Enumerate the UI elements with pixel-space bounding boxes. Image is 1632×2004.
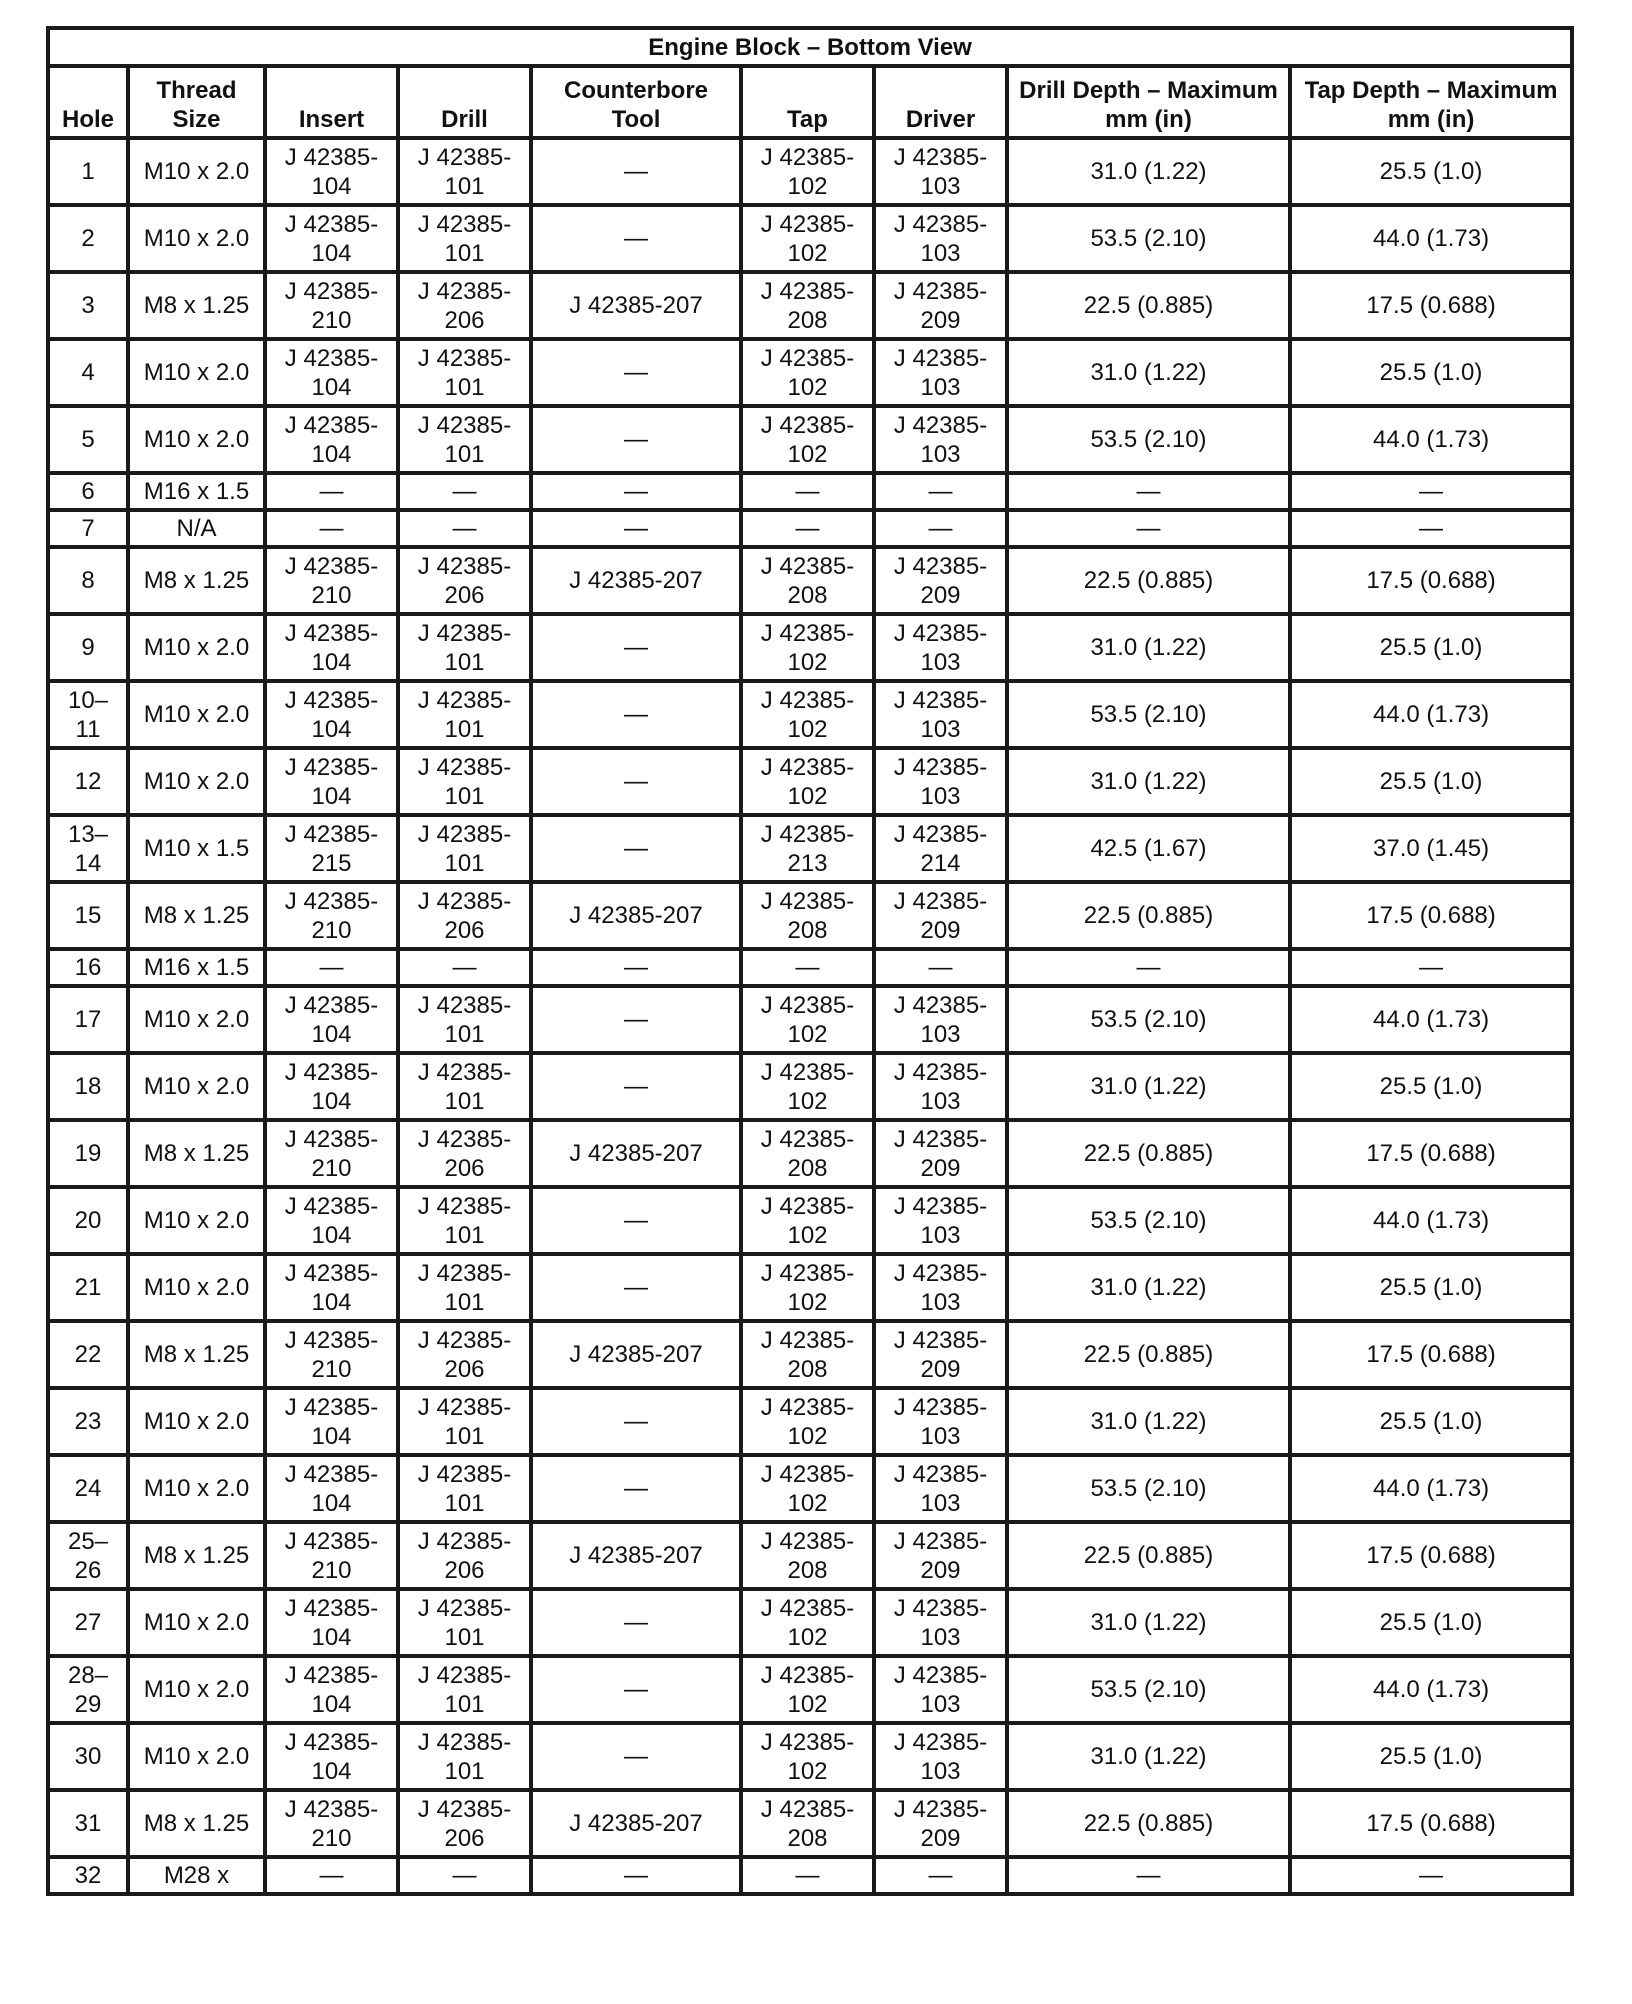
cell-insert: J 42385- 104 — [265, 406, 398, 473]
table-title: Engine Block – Bottom View — [48, 28, 1572, 66]
cell-tap-depth: 25.5 (1.0) — [1290, 614, 1572, 681]
cell-hole: 22 — [48, 1321, 128, 1388]
cell-counterbore-tool: J 42385-207 — [531, 547, 741, 614]
cell-drill-depth: — — [1007, 1857, 1290, 1894]
table-row — [48, 614, 1572, 681]
cell-insert: J 42385- 104 — [265, 1187, 398, 1254]
cell-counterbore-tool: — — [531, 986, 741, 1053]
cell-thread-size: M8 x 1.25 — [128, 1321, 265, 1388]
cell-tap-depth: 25.5 (1.0) — [1290, 1053, 1572, 1120]
cell-drill: J 42385- 101 — [398, 1254, 531, 1321]
cell-insert: — — [265, 1857, 398, 1894]
cell-thread-size: M10 x 2.0 — [128, 138, 265, 205]
cell-counterbore-tool: — — [531, 1589, 741, 1656]
cell-hole: 17 — [48, 986, 128, 1053]
cell-hole: 27 — [48, 1589, 128, 1656]
cell-tap: J 42385- 213 — [741, 815, 874, 882]
cell-drill: J 42385- 206 — [398, 1120, 531, 1187]
cell-tap-depth: 17.5 (0.688) — [1290, 1321, 1572, 1388]
cell-driver: J 42385- 103 — [874, 1187, 1007, 1254]
cell-tap: J 42385- 102 — [741, 138, 874, 205]
cell-tap: — — [741, 510, 874, 547]
table-row — [48, 406, 1572, 473]
cell-driver: J 42385- 103 — [874, 614, 1007, 681]
cell-drill: — — [398, 949, 531, 986]
cell-hole: 4 — [48, 339, 128, 406]
table-row — [48, 949, 1572, 986]
cell-insert: J 42385- 210 — [265, 547, 398, 614]
cell-drill-depth: 31.0 (1.22) — [1007, 614, 1290, 681]
cell-hole: 1 — [48, 138, 128, 205]
cell-tap-depth: — — [1290, 510, 1572, 547]
cell-drill: J 42385- 101 — [398, 1388, 531, 1455]
cell-tap: J 42385- 102 — [741, 1053, 874, 1120]
cell-thread-size: M10 x 2.0 — [128, 1589, 265, 1656]
cell-insert: J 42385- 104 — [265, 205, 398, 272]
cell-tap-depth: 25.5 (1.0) — [1290, 1254, 1572, 1321]
cell-tap: J 42385- 102 — [741, 1589, 874, 1656]
cell-tap: J 42385- 208 — [741, 272, 874, 339]
cell-thread-size: M10 x 2.0 — [128, 1723, 265, 1790]
cell-driver: J 42385- 103 — [874, 406, 1007, 473]
cell-counterbore-tool: — — [531, 1656, 741, 1723]
cell-counterbore-tool: — — [531, 681, 741, 748]
cell-hole: 25– 26 — [48, 1522, 128, 1589]
cell-driver: J 42385- 209 — [874, 1522, 1007, 1589]
cell-drill: J 42385- 101 — [398, 1053, 531, 1120]
cell-drill: J 42385- 206 — [398, 882, 531, 949]
cell-drill-depth: 31.0 (1.22) — [1007, 138, 1290, 205]
cell-tap-depth: 44.0 (1.73) — [1290, 1455, 1572, 1522]
col-header-tap: Tap — [741, 66, 874, 138]
table-row — [48, 1723, 1572, 1790]
cell-insert: J 42385- 104 — [265, 748, 398, 815]
cell-tap: J 42385- 102 — [741, 1187, 874, 1254]
cell-drill: J 42385- 101 — [398, 815, 531, 882]
cell-hole: 21 — [48, 1254, 128, 1321]
cell-drill: J 42385- 101 — [398, 406, 531, 473]
cell-tap-depth: 25.5 (1.0) — [1290, 138, 1572, 205]
cell-counterbore-tool: J 42385-207 — [531, 272, 741, 339]
cell-counterbore-tool: — — [531, 138, 741, 205]
cell-drill: J 42385- 101 — [398, 1187, 531, 1254]
cell-hole: 10– 11 — [48, 681, 128, 748]
cell-drill-depth: 31.0 (1.22) — [1007, 339, 1290, 406]
cell-counterbore-tool: — — [531, 1723, 741, 1790]
cell-insert: J 42385- 104 — [265, 1656, 398, 1723]
cell-thread-size: M10 x 1.5 — [128, 815, 265, 882]
cell-tap: J 42385- 102 — [741, 339, 874, 406]
cell-thread-size: M8 x 1.25 — [128, 547, 265, 614]
cell-hole: 6 — [48, 473, 128, 510]
table-row — [48, 1053, 1572, 1120]
cell-thread-size: M10 x 2.0 — [128, 614, 265, 681]
table-row — [48, 986, 1572, 1053]
cell-drill: — — [398, 510, 531, 547]
cell-tap-depth: — — [1290, 1857, 1572, 1894]
cell-insert: J 42385- 210 — [265, 882, 398, 949]
cell-thread-size: M10 x 2.0 — [128, 406, 265, 473]
col-header-insert: Insert — [265, 66, 398, 138]
cell-thread-size: M10 x 2.0 — [128, 1053, 265, 1120]
cell-tap-depth: 25.5 (1.0) — [1290, 1723, 1572, 1790]
cell-drill: J 42385- 101 — [398, 681, 531, 748]
cell-drill-depth: 53.5 (2.10) — [1007, 986, 1290, 1053]
cell-driver: J 42385- 103 — [874, 205, 1007, 272]
cell-counterbore-tool: — — [531, 1187, 741, 1254]
cell-tap-depth: 44.0 (1.73) — [1290, 681, 1572, 748]
cell-thread-size: M8 x 1.25 — [128, 1120, 265, 1187]
cell-tap-depth: 37.0 (1.45) — [1290, 815, 1572, 882]
cell-thread-size: M8 x 1.25 — [128, 272, 265, 339]
cell-drill-depth: 42.5 (1.67) — [1007, 815, 1290, 882]
table-row — [48, 1254, 1572, 1321]
cell-tap: J 42385- 208 — [741, 882, 874, 949]
cell-tap-depth: 44.0 (1.73) — [1290, 986, 1572, 1053]
cell-drill-depth: 22.5 (0.885) — [1007, 1321, 1290, 1388]
cell-tap: J 42385- 208 — [741, 1790, 874, 1857]
cell-counterbore-tool: — — [531, 1254, 741, 1321]
cell-tap: J 42385- 102 — [741, 986, 874, 1053]
cell-counterbore-tool: — — [531, 406, 741, 473]
cell-drill: — — [398, 1857, 531, 1894]
cell-hole: 28– 29 — [48, 1656, 128, 1723]
col-header-thread-size: Thread Size — [128, 66, 265, 138]
cell-driver: — — [874, 949, 1007, 986]
cell-tap: J 42385- 102 — [741, 614, 874, 681]
cell-driver: J 42385- 214 — [874, 815, 1007, 882]
cell-tap-depth: 25.5 (1.0) — [1290, 339, 1572, 406]
cell-tap: — — [741, 473, 874, 510]
cell-driver: J 42385- 209 — [874, 547, 1007, 614]
cell-hole: 18 — [48, 1053, 128, 1120]
cell-hole: 30 — [48, 1723, 128, 1790]
cell-drill-depth: 31.0 (1.22) — [1007, 748, 1290, 815]
cell-counterbore-tool: — — [531, 205, 741, 272]
cell-insert: J 42385- 210 — [265, 1321, 398, 1388]
cell-drill: — — [398, 473, 531, 510]
cell-drill-depth: 53.5 (2.10) — [1007, 1455, 1290, 1522]
cell-insert: J 42385- 104 — [265, 1388, 398, 1455]
cell-tap: — — [741, 1857, 874, 1894]
cell-driver: J 42385- 209 — [874, 1120, 1007, 1187]
cell-insert: — — [265, 473, 398, 510]
cell-driver: J 42385- 103 — [874, 1254, 1007, 1321]
cell-tap-depth: — — [1290, 949, 1572, 986]
cell-insert: J 42385- 104 — [265, 986, 398, 1053]
cell-drill-depth: 53.5 (2.10) — [1007, 406, 1290, 473]
cell-insert: J 42385- 104 — [265, 138, 398, 205]
cell-counterbore-tool: — — [531, 339, 741, 406]
table-row — [48, 205, 1572, 272]
cell-tap: J 42385- 102 — [741, 681, 874, 748]
cell-driver: J 42385- 103 — [874, 1388, 1007, 1455]
cell-hole: 16 — [48, 949, 128, 986]
cell-thread-size: M10 x 2.0 — [128, 1254, 265, 1321]
cell-thread-size: M10 x 2.0 — [128, 681, 265, 748]
cell-thread-size: M8 x 1.25 — [128, 882, 265, 949]
cell-driver: J 42385- 103 — [874, 1589, 1007, 1656]
cell-driver: J 42385- 103 — [874, 1656, 1007, 1723]
cell-insert: J 42385- 104 — [265, 339, 398, 406]
cell-drill-depth: 22.5 (0.885) — [1007, 1790, 1290, 1857]
cell-thread-size: M16 x 1.5 — [128, 949, 265, 986]
table-row — [48, 510, 1572, 547]
cell-drill: J 42385- 101 — [398, 138, 531, 205]
table-row — [48, 1790, 1572, 1857]
cell-driver: — — [874, 510, 1007, 547]
col-header-drill-depth: Drill Depth – Maximum mm (in) — [1007, 66, 1290, 138]
cell-insert: — — [265, 510, 398, 547]
cell-driver: J 42385- 103 — [874, 1723, 1007, 1790]
cell-drill-depth: 22.5 (0.885) — [1007, 272, 1290, 339]
cell-tap-depth: 17.5 (0.688) — [1290, 272, 1572, 339]
cell-hole: 24 — [48, 1455, 128, 1522]
cell-drill: J 42385- 101 — [398, 986, 531, 1053]
cell-tap: J 42385- 208 — [741, 1321, 874, 1388]
cell-hole: 12 — [48, 748, 128, 815]
cell-drill-depth: 22.5 (0.885) — [1007, 1120, 1290, 1187]
cell-drill-depth: 53.5 (2.10) — [1007, 1187, 1290, 1254]
cell-thread-size: M10 x 2.0 — [128, 1656, 265, 1723]
cell-drill: J 42385- 101 — [398, 748, 531, 815]
cell-counterbore-tool: — — [531, 614, 741, 681]
cell-insert: J 42385- 215 — [265, 815, 398, 882]
cell-drill-depth: 31.0 (1.22) — [1007, 1723, 1290, 1790]
cell-counterbore-tool: — — [531, 748, 741, 815]
cell-drill-depth: 22.5 (0.885) — [1007, 547, 1290, 614]
cell-driver: J 42385- 103 — [874, 986, 1007, 1053]
cell-hole: 5 — [48, 406, 128, 473]
cell-drill-depth: — — [1007, 510, 1290, 547]
cell-hole: 13– 14 — [48, 815, 128, 882]
cell-hole: 19 — [48, 1120, 128, 1187]
cell-driver: J 42385- 103 — [874, 339, 1007, 406]
cell-drill: J 42385- 101 — [398, 1589, 531, 1656]
cell-hole: 3 — [48, 272, 128, 339]
cell-hole: 23 — [48, 1388, 128, 1455]
cell-thread-size: N/A — [128, 510, 265, 547]
cell-tap-depth: 17.5 (0.688) — [1290, 1522, 1572, 1589]
table-row — [48, 748, 1572, 815]
cell-thread-size: M10 x 2.0 — [128, 1455, 265, 1522]
cell-drill-depth: — — [1007, 473, 1290, 510]
cell-counterbore-tool: — — [531, 815, 741, 882]
cell-insert: J 42385- 104 — [265, 1589, 398, 1656]
cell-counterbore-tool: J 42385-207 — [531, 1321, 741, 1388]
cell-driver: — — [874, 473, 1007, 510]
cell-tap-depth: 17.5 (0.688) — [1290, 1120, 1572, 1187]
col-header-tap-depth: Tap Depth – Maximum mm (in) — [1290, 66, 1572, 138]
cell-tap: J 42385- 102 — [741, 1455, 874, 1522]
cell-counterbore-tool: — — [531, 1388, 741, 1455]
cell-counterbore-tool: — — [531, 473, 741, 510]
cell-insert: J 42385- 210 — [265, 272, 398, 339]
table-row — [48, 815, 1572, 882]
cell-driver: J 42385- 103 — [874, 1455, 1007, 1522]
cell-driver: J 42385- 103 — [874, 681, 1007, 748]
cell-thread-size: M10 x 2.0 — [128, 986, 265, 1053]
cell-tap: J 42385- 102 — [741, 1723, 874, 1790]
table-row — [48, 138, 1572, 205]
cell-tap-depth: 17.5 (0.688) — [1290, 1790, 1572, 1857]
table-row — [48, 1388, 1572, 1455]
cell-tap-depth: 25.5 (1.0) — [1290, 1589, 1572, 1656]
cell-drill-depth: 31.0 (1.22) — [1007, 1589, 1290, 1656]
cell-counterbore-tool: — — [531, 1053, 741, 1120]
cell-tap: J 42385- 102 — [741, 1656, 874, 1723]
cell-tap: J 42385- 208 — [741, 1522, 874, 1589]
cell-drill-depth: 31.0 (1.22) — [1007, 1254, 1290, 1321]
cell-hole: 32 — [48, 1857, 128, 1894]
table-row — [48, 473, 1572, 510]
cell-thread-size: M16 x 1.5 — [128, 473, 265, 510]
cell-insert: J 42385- 104 — [265, 1254, 398, 1321]
cell-thread-size: M10 x 2.0 — [128, 205, 265, 272]
engine-block-table — [46, 26, 1574, 1896]
table-row — [48, 547, 1572, 614]
cell-tap: J 42385- 102 — [741, 1388, 874, 1455]
table-row — [48, 1455, 1572, 1522]
cell-drill: J 42385- 206 — [398, 1790, 531, 1857]
cell-counterbore-tool: J 42385-207 — [531, 1790, 741, 1857]
cell-driver: J 42385- 209 — [874, 1321, 1007, 1388]
cell-drill: J 42385- 206 — [398, 1321, 531, 1388]
cell-drill-depth: — — [1007, 949, 1290, 986]
cell-drill: J 42385- 206 — [398, 272, 531, 339]
col-header-hole: Hole — [48, 66, 128, 138]
table-body — [48, 138, 1572, 1894]
cell-tap: J 42385- 208 — [741, 547, 874, 614]
cell-driver: J 42385- 103 — [874, 1053, 1007, 1120]
cell-drill-depth: 31.0 (1.22) — [1007, 1053, 1290, 1120]
cell-tap: J 42385- 102 — [741, 406, 874, 473]
table-row — [48, 681, 1572, 748]
cell-tap-depth: 44.0 (1.73) — [1290, 1187, 1572, 1254]
cell-drill: J 42385- 101 — [398, 1723, 531, 1790]
cell-driver: J 42385- 209 — [874, 882, 1007, 949]
cell-driver: J 42385- 103 — [874, 748, 1007, 815]
cell-counterbore-tool: J 42385-207 — [531, 882, 741, 949]
cell-hole: 15 — [48, 882, 128, 949]
cell-counterbore-tool: — — [531, 949, 741, 986]
cell-thread-size: M10 x 2.0 — [128, 339, 265, 406]
cell-insert: J 42385- 210 — [265, 1120, 398, 1187]
cell-drill: J 42385- 101 — [398, 1455, 531, 1522]
cell-driver: J 42385- 209 — [874, 1790, 1007, 1857]
cell-hole: 20 — [48, 1187, 128, 1254]
col-header-counterbore-tool: Counterbore Tool — [531, 66, 741, 138]
table-row — [48, 1857, 1572, 1894]
cell-drill-depth: 22.5 (0.885) — [1007, 1522, 1290, 1589]
table-row — [48, 1589, 1572, 1656]
table-row — [48, 882, 1572, 949]
cell-insert: J 42385- 104 — [265, 614, 398, 681]
table-row — [48, 272, 1572, 339]
table-row — [48, 1522, 1572, 1589]
cell-hole: 9 — [48, 614, 128, 681]
cell-counterbore-tool: — — [531, 510, 741, 547]
col-header-drill: Drill — [398, 66, 531, 138]
cell-hole: 31 — [48, 1790, 128, 1857]
cell-drill: J 42385- 101 — [398, 339, 531, 406]
table-row — [48, 339, 1572, 406]
cell-hole: 7 — [48, 510, 128, 547]
cell-drill: J 42385- 206 — [398, 547, 531, 614]
cell-drill: J 42385- 206 — [398, 1522, 531, 1589]
cell-tap-depth: 44.0 (1.73) — [1290, 205, 1572, 272]
table-row — [48, 1321, 1572, 1388]
cell-drill-depth: 53.5 (2.10) — [1007, 205, 1290, 272]
cell-tap-depth: 44.0 (1.73) — [1290, 406, 1572, 473]
cell-tap: J 42385- 102 — [741, 1254, 874, 1321]
cell-counterbore-tool: — — [531, 1857, 741, 1894]
cell-thread-size: M10 x 2.0 — [128, 748, 265, 815]
cell-drill-depth: 53.5 (2.10) — [1007, 681, 1290, 748]
table-row — [48, 1187, 1572, 1254]
cell-insert: J 42385- 104 — [265, 681, 398, 748]
cell-thread-size: M8 x 1.25 — [128, 1790, 265, 1857]
cell-driver: J 42385- 209 — [874, 272, 1007, 339]
header-row — [48, 66, 1572, 138]
col-header-driver: Driver — [874, 66, 1007, 138]
cell-insert: J 42385- 210 — [265, 1522, 398, 1589]
cell-insert: — — [265, 949, 398, 986]
cell-thread-size: M10 x 2.0 — [128, 1388, 265, 1455]
cell-driver: — — [874, 1857, 1007, 1894]
cell-tap: J 42385- 208 — [741, 1120, 874, 1187]
cell-tap-depth: 25.5 (1.0) — [1290, 748, 1572, 815]
cell-drill-depth: 53.5 (2.10) — [1007, 1656, 1290, 1723]
cell-tap: J 42385- 102 — [741, 205, 874, 272]
cell-thread-size: M8 x 1.25 — [128, 1522, 265, 1589]
cell-drill: J 42385- 101 — [398, 205, 531, 272]
cell-drill-depth: 31.0 (1.22) — [1007, 1388, 1290, 1455]
cell-hole: 8 — [48, 547, 128, 614]
cell-driver: J 42385- 103 — [874, 138, 1007, 205]
cell-tap: J 42385- 102 — [741, 748, 874, 815]
cell-tap-depth: 25.5 (1.0) — [1290, 1388, 1572, 1455]
cell-drill-depth: 22.5 (0.885) — [1007, 882, 1290, 949]
cell-counterbore-tool: J 42385-207 — [531, 1120, 741, 1187]
cell-hole: 2 — [48, 205, 128, 272]
cell-tap: — — [741, 949, 874, 986]
cell-counterbore-tool: J 42385-207 — [531, 1522, 741, 1589]
cell-insert: J 42385- 210 — [265, 1790, 398, 1857]
cell-insert: J 42385- 104 — [265, 1455, 398, 1522]
cell-counterbore-tool: — — [531, 1455, 741, 1522]
cell-thread-size: M10 x 2.0 — [128, 1187, 265, 1254]
cell-insert: J 42385- 104 — [265, 1053, 398, 1120]
cell-insert: J 42385- 104 — [265, 1723, 398, 1790]
table-row — [48, 1120, 1572, 1187]
cell-thread-size: M28 x — [128, 1857, 265, 1894]
cell-tap-depth: — — [1290, 473, 1572, 510]
cell-tap-depth: 44.0 (1.73) — [1290, 1656, 1572, 1723]
cell-drill: J 42385- 101 — [398, 1656, 531, 1723]
cell-tap-depth: 17.5 (0.688) — [1290, 547, 1572, 614]
cell-drill: J 42385- 101 — [398, 614, 531, 681]
cell-tap-depth: 17.5 (0.688) — [1290, 882, 1572, 949]
table-row — [48, 1656, 1572, 1723]
